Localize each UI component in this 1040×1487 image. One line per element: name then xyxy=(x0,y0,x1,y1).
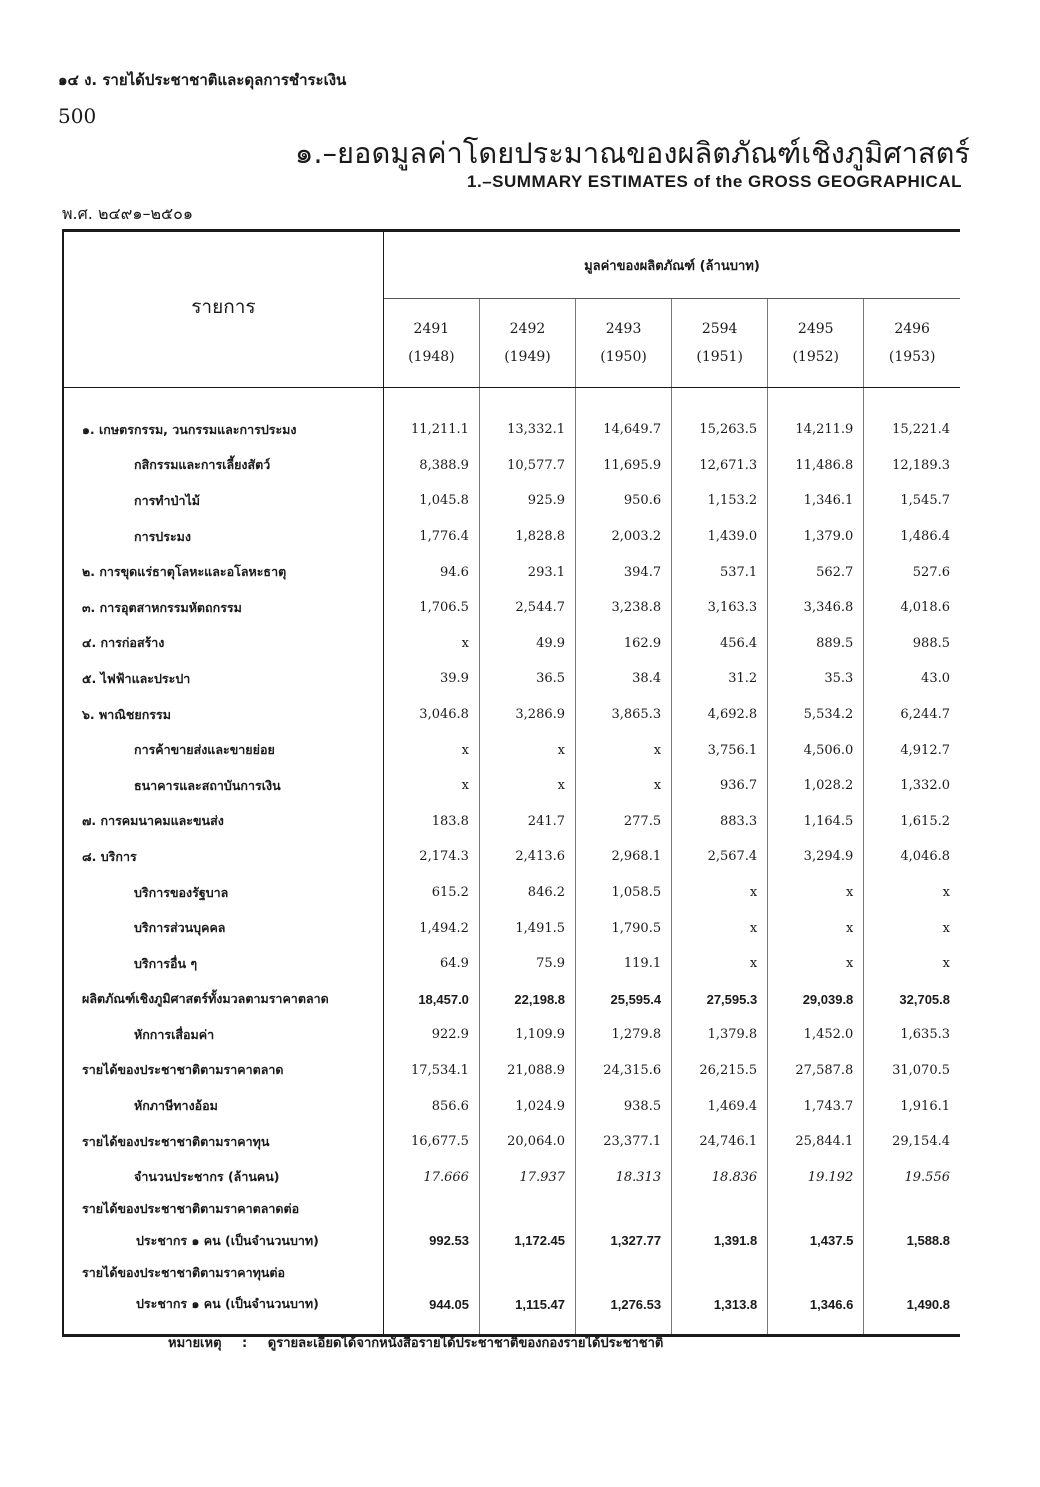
value-cell: 26,215.5 xyxy=(672,1053,768,1089)
year-header xyxy=(576,299,672,388)
footnote xyxy=(168,1332,663,1353)
row-label: รายได้ของประชาชาติตามราคาทุน xyxy=(63,1124,383,1160)
value-cell xyxy=(864,1195,960,1223)
value-cell: 1,379.8 xyxy=(672,1017,768,1053)
value-cell: 3,865.3 xyxy=(576,697,672,733)
row-label: รายได้ของประชาชาติตามราคาตลาด xyxy=(63,1053,383,1089)
row-label: ธนาคารและสถาบันการเงิน xyxy=(63,768,383,804)
table-row xyxy=(63,910,960,946)
value-cell: 14,649.7 xyxy=(576,388,672,448)
value-cell: x xyxy=(768,910,864,946)
row-label: บริการของรัฐบาล xyxy=(63,875,383,911)
value-cell: 19.192 xyxy=(768,1159,864,1195)
value-cell: 1,491.5 xyxy=(479,910,575,946)
value-cell: 39.9 xyxy=(383,661,479,697)
value-cell: 1,332.0 xyxy=(900,778,950,794)
value-cell xyxy=(672,1195,768,1223)
value-cell: 12,189.3 xyxy=(892,457,950,473)
row-label: บริการส่วนบุคคล xyxy=(63,910,383,946)
value-cell: 562.7 xyxy=(768,554,864,590)
row-label: รายได้ของประชาชาติตามราคาทุนต่อ xyxy=(63,1259,383,1287)
year-ce: (1952) xyxy=(792,349,840,365)
value-cell: x xyxy=(768,946,864,982)
table-row xyxy=(63,1017,960,1053)
value-cell: 938.5 xyxy=(576,1088,672,1124)
value-cell: 49.9 xyxy=(479,626,575,662)
value-cell: 1,615.2 xyxy=(900,813,950,829)
row-label: ๗. การคมนาคมและขนส่ง xyxy=(63,804,383,840)
value-cell: 1,327.77 xyxy=(576,1223,672,1259)
value-cell xyxy=(576,1259,672,1287)
value-cell: 14,211.9 xyxy=(768,388,864,448)
value-cell: 1,346.6 xyxy=(768,1287,864,1335)
value-cell: 75.9 xyxy=(479,946,575,982)
value-cell: 4,018.6 xyxy=(900,600,950,616)
value-cell: 277.5 xyxy=(576,804,672,840)
table-row xyxy=(63,590,960,626)
value-cell: x xyxy=(942,920,950,936)
value-cell: 4,046.8 xyxy=(900,849,950,865)
value-cell: 15,263.5 xyxy=(672,388,768,448)
value-cell: 1,276.53 xyxy=(576,1287,672,1335)
value-cell: x xyxy=(576,732,672,768)
footnote-text: ดูรายละเอียดได้จากหนังสือรายได้ประชาชาติของกองรายได้ประชาชาติ xyxy=(267,1336,664,1351)
value-cell: 456.4 xyxy=(672,626,768,662)
value-cell: x xyxy=(672,875,768,911)
row-label: การค้าขายส่งและขายย่อย xyxy=(63,732,383,768)
value-cell: 6,244.7 xyxy=(900,707,950,723)
value-cell: 21,088.9 xyxy=(479,1053,575,1089)
value-cell: 856.6 xyxy=(383,1088,479,1124)
value-cell: 11,211.1 xyxy=(383,388,479,448)
value-cell: 119.1 xyxy=(576,946,672,982)
table-row xyxy=(63,483,960,519)
value-cell: 3,756.1 xyxy=(672,732,768,768)
footnote-separator: : xyxy=(242,1336,248,1351)
value-cell xyxy=(864,1259,960,1287)
value-cell: 29,039.8 xyxy=(768,982,864,1018)
page-number: 500 xyxy=(58,104,97,128)
label-column-header: รายการ xyxy=(63,232,383,388)
year-header xyxy=(768,299,864,388)
year-ce: (1951) xyxy=(696,349,743,365)
summary-table-grid xyxy=(62,232,960,1334)
table-row xyxy=(63,875,960,911)
value-cell: 12,671.3 xyxy=(672,448,768,484)
value-cell: 31,070.5 xyxy=(892,1062,950,1078)
value-cell: x xyxy=(383,626,479,662)
row-label: บริการอื่น ๆ xyxy=(63,946,383,982)
value-cell: 13,332.1 xyxy=(479,388,575,448)
value-cell: 1,790.5 xyxy=(576,910,672,946)
value-cell: 293.1 xyxy=(479,554,575,590)
value-cell: 1,494.2 xyxy=(383,910,479,946)
value-cell: x xyxy=(942,956,950,972)
row-label: ๒. การขุดแร่ธาตุโลหะและอโลหะธาตุ xyxy=(63,554,383,590)
table-row xyxy=(63,661,960,697)
table-row xyxy=(63,732,960,768)
table-row xyxy=(63,804,960,840)
value-cell: 1,635.3 xyxy=(900,1027,950,1043)
year-ce: (1953) xyxy=(888,349,936,365)
value-cell: 1,743.7 xyxy=(768,1088,864,1124)
value-cell: 3,163.3 xyxy=(672,590,768,626)
value-cell: 988.5 xyxy=(912,635,950,651)
value-cell: 3,346.8 xyxy=(768,590,864,626)
value-cell: 1,545.7 xyxy=(900,493,950,509)
value-cell: 1,490.8 xyxy=(906,1296,950,1312)
value-cell: x xyxy=(383,732,479,768)
row-label: ๖. พาณิชยกรรม xyxy=(63,697,383,733)
value-cell: 1,828.8 xyxy=(479,519,575,555)
value-cell: 950.6 xyxy=(576,483,672,519)
value-cell: 537.1 xyxy=(672,554,768,590)
year-header xyxy=(864,299,960,388)
value-cell: 1,469.4 xyxy=(672,1088,768,1124)
row-label: ๕. ไฟฟ้าและประปา xyxy=(63,661,383,697)
value-cell: 241.7 xyxy=(479,804,575,840)
value-cell: 1,452.0 xyxy=(768,1017,864,1053)
year-be: 2491 xyxy=(413,321,450,337)
value-cell: 17,534.1 xyxy=(383,1053,479,1089)
year-header xyxy=(479,299,575,388)
value-cell: 527.6 xyxy=(912,564,950,580)
value-cell: x xyxy=(672,946,768,982)
value-cell: 18.313 xyxy=(576,1159,672,1195)
value-cell: 846.2 xyxy=(479,875,575,911)
value-cell: 17.937 xyxy=(479,1159,575,1195)
page-title-english: 1.–SUMMARY ESTIMATES of the GROSS GEOGRAPHICAL xyxy=(467,172,962,191)
value-cell: 1,024.9 xyxy=(479,1088,575,1124)
value-cell: 32,705.8 xyxy=(899,991,950,1007)
table-row xyxy=(63,839,960,875)
value-cell: x xyxy=(383,768,479,804)
value-cell xyxy=(479,1195,575,1223)
table-row xyxy=(63,1259,960,1287)
value-group-header: มูลค่าของผลิตภัณฑ์ (ล้านบาท) xyxy=(383,232,960,299)
value-cell: 3,286.9 xyxy=(479,697,575,733)
row-label: ประชากร ๑ คน (เป็นจำนวนบาท) xyxy=(63,1287,383,1335)
value-cell: 4,912.7 xyxy=(900,742,950,758)
table-row xyxy=(63,626,960,662)
table-row xyxy=(63,519,960,555)
value-cell: 3,238.8 xyxy=(576,590,672,626)
row-label: หักภาษีทางอ้อม xyxy=(63,1088,383,1124)
value-cell: 922.9 xyxy=(383,1017,479,1053)
value-cell: 1,439.0 xyxy=(672,519,768,555)
value-cell: 1,279.8 xyxy=(576,1017,672,1053)
value-cell: 18,457.0 xyxy=(383,982,479,1018)
row-label: รายได้ของประชาชาติตามราคาตลาดต่อ xyxy=(63,1195,383,1223)
table-row xyxy=(63,1223,960,1259)
value-cell: 1,045.8 xyxy=(383,483,479,519)
value-cell: 16,677.5 xyxy=(383,1124,479,1160)
table-row xyxy=(63,448,960,484)
value-cell: 8,388.9 xyxy=(383,448,479,484)
value-cell: 3,294.9 xyxy=(768,839,864,875)
table-row xyxy=(63,1053,960,1089)
value-cell: x xyxy=(672,910,768,946)
row-label: ผลิตภัณฑ์เชิงภูมิศาสตร์ทั้งมวลตามราคาตลาด xyxy=(63,982,383,1018)
table-row xyxy=(63,946,960,982)
period-label: พ.ศ. ๒๔๙๑–๒๕๐๑ xyxy=(62,204,194,223)
value-cell: 25,844.1 xyxy=(768,1124,864,1160)
value-cell: 2,003.2 xyxy=(576,519,672,555)
value-cell: x xyxy=(768,875,864,911)
value-cell xyxy=(672,1259,768,1287)
value-cell: 944.05 xyxy=(383,1287,479,1335)
value-cell: 889.5 xyxy=(768,626,864,662)
value-cell: 27,587.8 xyxy=(768,1053,864,1089)
row-label: การทำป่าไม้ xyxy=(63,483,383,519)
value-cell: 183.8 xyxy=(383,804,479,840)
row-label: กสิกรรมและการเลี้ยงสัตว์ xyxy=(63,448,383,484)
value-cell: 394.7 xyxy=(576,554,672,590)
running-head: ๑๔ ง. รายได้ประชาชาติและดุลการชำระเงิน xyxy=(58,71,347,89)
row-label: การประมง xyxy=(63,519,383,555)
value-cell: 38.4 xyxy=(576,661,672,697)
value-cell: 2,544.7 xyxy=(479,590,575,626)
year-header xyxy=(672,299,768,388)
table-row xyxy=(63,697,960,733)
table-row xyxy=(63,768,960,804)
value-cell: 4,692.8 xyxy=(672,697,768,733)
value-cell: 11,486.8 xyxy=(768,448,864,484)
value-cell: x xyxy=(479,768,575,804)
value-cell xyxy=(768,1259,864,1287)
row-label: ๑. เกษตรกรรม, วนกรรมและการประมง xyxy=(63,388,383,448)
value-cell: 25,595.4 xyxy=(576,982,672,1018)
value-cell: 936.7 xyxy=(672,768,768,804)
page-title-thai: ๑.–ยอดมูลค่าโดยประมาณของผลิตภัณฑ์เชิงภูมิศาสตร์ xyxy=(294,136,970,170)
value-cell: 19.556 xyxy=(904,1169,950,1185)
year-be: 2495 xyxy=(797,321,834,337)
value-cell: 18.836 xyxy=(672,1159,768,1195)
value-cell: 925.9 xyxy=(479,483,575,519)
table-row xyxy=(63,388,960,448)
value-cell: 1,379.0 xyxy=(768,519,864,555)
value-cell xyxy=(479,1259,575,1287)
value-cell: x xyxy=(942,885,950,901)
value-cell: 1,391.8 xyxy=(672,1223,768,1259)
value-cell: 10,577.7 xyxy=(479,448,575,484)
value-cell: 20,064.0 xyxy=(479,1124,575,1160)
value-cell: 1,313.8 xyxy=(672,1287,768,1335)
year-be: 2492 xyxy=(509,321,546,337)
value-cell: 2,174.3 xyxy=(383,839,479,875)
year-ce: (1950) xyxy=(600,349,647,365)
value-cell: 43.0 xyxy=(921,671,950,687)
value-cell: 1,776.4 xyxy=(383,519,479,555)
value-cell: 22,198.8 xyxy=(479,982,575,1018)
value-cell: 883.3 xyxy=(672,804,768,840)
footnote-label: หมายเหตุ xyxy=(168,1336,222,1351)
value-cell: x xyxy=(479,732,575,768)
value-cell: 1,164.5 xyxy=(768,804,864,840)
value-cell: 1,153.2 xyxy=(672,483,768,519)
row-label: หักการเสื่อมค่า xyxy=(63,1017,383,1053)
value-cell xyxy=(576,1195,672,1223)
value-cell: 5,534.2 xyxy=(768,697,864,733)
value-cell: 992.53 xyxy=(383,1223,479,1259)
value-cell xyxy=(383,1195,479,1223)
value-cell: 11,695.9 xyxy=(576,448,672,484)
year-be: 2594 xyxy=(701,321,738,337)
value-cell: 15,221.4 xyxy=(892,422,950,438)
table-row xyxy=(63,1124,960,1160)
value-cell: 17.666 xyxy=(383,1159,479,1195)
value-cell: 35.3 xyxy=(768,661,864,697)
row-label: จำนวนประชากร (ล้านคน) xyxy=(63,1159,383,1195)
value-cell: 64.9 xyxy=(383,946,479,982)
table-row xyxy=(63,1159,960,1195)
value-cell: 94.6 xyxy=(383,554,479,590)
value-cell xyxy=(768,1195,864,1223)
table-row xyxy=(63,554,960,590)
value-cell: 24,746.1 xyxy=(672,1124,768,1160)
value-cell: 31.2 xyxy=(672,661,768,697)
value-cell: 23,377.1 xyxy=(576,1124,672,1160)
value-cell: 1,115.47 xyxy=(479,1287,575,1335)
value-cell: 162.9 xyxy=(576,626,672,662)
row-label: ๓. การอุตสาหกรรมหัตถกรรม xyxy=(63,590,383,626)
table-row xyxy=(63,1287,960,1335)
value-cell: 615.2 xyxy=(383,875,479,911)
year-be: 2493 xyxy=(605,321,642,337)
value-cell: 27,595.3 xyxy=(672,982,768,1018)
value-cell: 1,346.1 xyxy=(768,483,864,519)
value-cell: 1,437.5 xyxy=(768,1223,864,1259)
value-cell: 36.5 xyxy=(479,661,575,697)
row-label: ประชากร ๑ คน (เป็นจำนวนบาท) xyxy=(63,1223,383,1259)
value-cell: 1,588.8 xyxy=(906,1233,950,1249)
summary-table xyxy=(62,229,960,1337)
value-cell xyxy=(383,1259,479,1287)
value-cell: 4,506.0 xyxy=(768,732,864,768)
value-cell: 1,172.45 xyxy=(479,1223,575,1259)
value-cell: 2,413.6 xyxy=(479,839,575,875)
table-row xyxy=(63,1088,960,1124)
value-cell: 1,028.2 xyxy=(768,768,864,804)
value-cell: 1,109.9 xyxy=(479,1017,575,1053)
row-label: ๘. บริการ xyxy=(63,839,383,875)
value-cell: 1,058.5 xyxy=(576,875,672,911)
value-cell: 1,706.5 xyxy=(383,590,479,626)
row-label: ๔. การก่อสร้าง xyxy=(63,626,383,662)
year-be: 2496 xyxy=(894,321,930,337)
table-row xyxy=(63,982,960,1018)
value-cell: 2,968.1 xyxy=(576,839,672,875)
value-cell: 29,154.4 xyxy=(892,1134,950,1150)
year-ce: (1948) xyxy=(408,349,455,365)
value-cell: 1,916.1 xyxy=(900,1098,950,1114)
table-row xyxy=(63,1195,960,1223)
year-ce: (1949) xyxy=(504,349,551,365)
value-cell: 3,046.8 xyxy=(383,697,479,733)
value-cell: 1,486.4 xyxy=(900,529,950,545)
year-header xyxy=(383,299,479,388)
value-cell: x xyxy=(576,768,672,804)
value-cell: 2,567.4 xyxy=(672,839,768,875)
value-cell: 24,315.6 xyxy=(576,1053,672,1089)
